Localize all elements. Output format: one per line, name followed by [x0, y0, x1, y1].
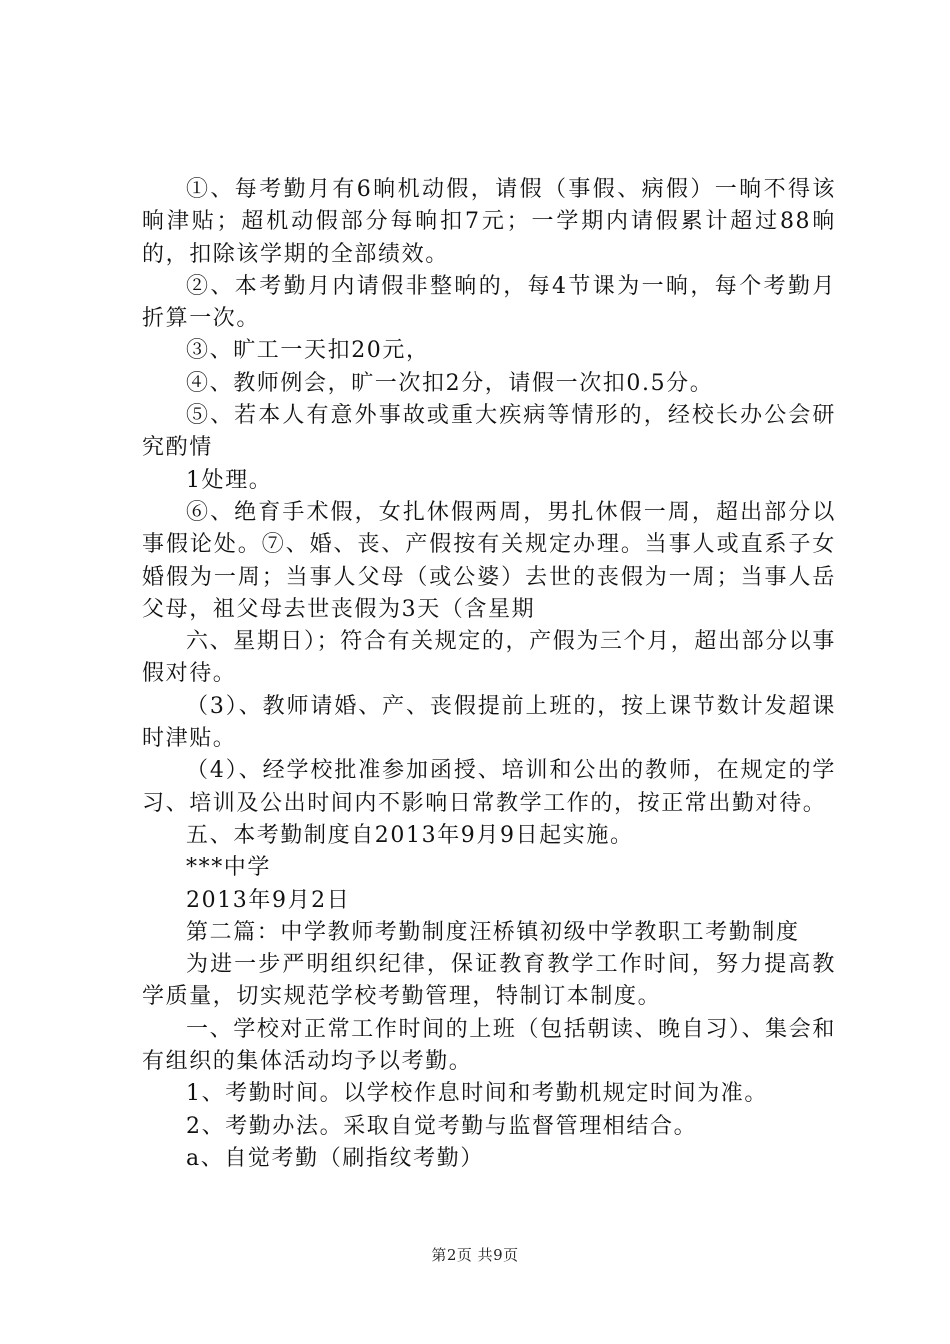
paragraph-absence-penalty: ③、旷工一天扣20元，: [186, 338, 430, 364]
paragraph-purpose: 为进一步严明组织纪律，保证教育教学工作时间，努力提高教学质量，切实规范学校考勤管理，特制订本制度。: [142, 952, 836, 1010]
page-number-footer: 第2页 共9页: [431, 1246, 519, 1264]
paragraph-maternity-leave: 六、星期日）；符合有关规定的，产假为三个月，超出部分以事假对待。: [142, 629, 836, 687]
paragraph-partial-leave: ②、本考勤月内请假非整晌的，每4节课为一晌，每个考勤月折算一次。: [142, 273, 836, 332]
signature-school: ***中学: [186, 855, 272, 881]
paragraph-accident-illness: ⑤、若本人有意外事故或重大疾病等情形的，经校长办公会研究酌情: [142, 403, 836, 461]
signature-date: 2013年9月2日: [186, 887, 351, 913]
paragraph-attendance-time: 1、考勤时间。以学校作息时间和考勤机规定时间为准。: [186, 1081, 768, 1107]
paragraph-early-return: （3）、教师请婚、产、丧假提前上班的，按上课节数计发超课时津贴。: [142, 693, 836, 752]
paragraph-attendance-method: 2、考勤办法。采取自觉考勤与监督管理相结合。: [186, 1113, 698, 1139]
paragraph-special-leave: ⑥、绝育手术假，女扎休假两周，男扎休假一周，超出部分以事假论处。⑦、婚、丧、产假按有关规定办理。当事人或直系子女婚假为一周；当事人父母（或公婆）去世的丧假为一周；当事人岳父母，祖父母去世丧假为3天（含星期: [142, 499, 836, 622]
paragraph-scope: 一、学校对正常工作时间的上班（包括朝读、晚自习）、集会和有组织的集体活动均予以考勤。: [142, 1016, 836, 1075]
document-body: [142, 174, 836, 1175]
paragraph-self-attendance: a、自觉考勤（刷指纹考勤）: [186, 1145, 484, 1171]
paragraph-training: （4）、经学校批准参加函授、培训和公出的教师，在规定的学习、培训及公出时间内不影响日常教学工作的，按正常出勤对待。: [142, 758, 836, 816]
section-heading-part-two: 第二篇：中学教师考勤制度汪桥镇初级中学教职工考勤制度: [186, 919, 800, 945]
paragraph-leave-allowance: ①、每考勤月有6晌机动假，请假（事假、病假）一晌不得该晌津贴；超机动假部分每晌扣7元；一学期内请假累计超过88晌的，扣除该学期的全部绩效。: [142, 177, 836, 267]
paragraph-handling: 1处理。: [186, 467, 273, 493]
paragraph-meeting-penalty: ④、教师例会，旷一次扣2分，请假一次扣0.5分。: [186, 370, 714, 396]
paragraph-effective-date: 五、本考勤制度自2013年9月9日起实施。: [186, 822, 634, 848]
